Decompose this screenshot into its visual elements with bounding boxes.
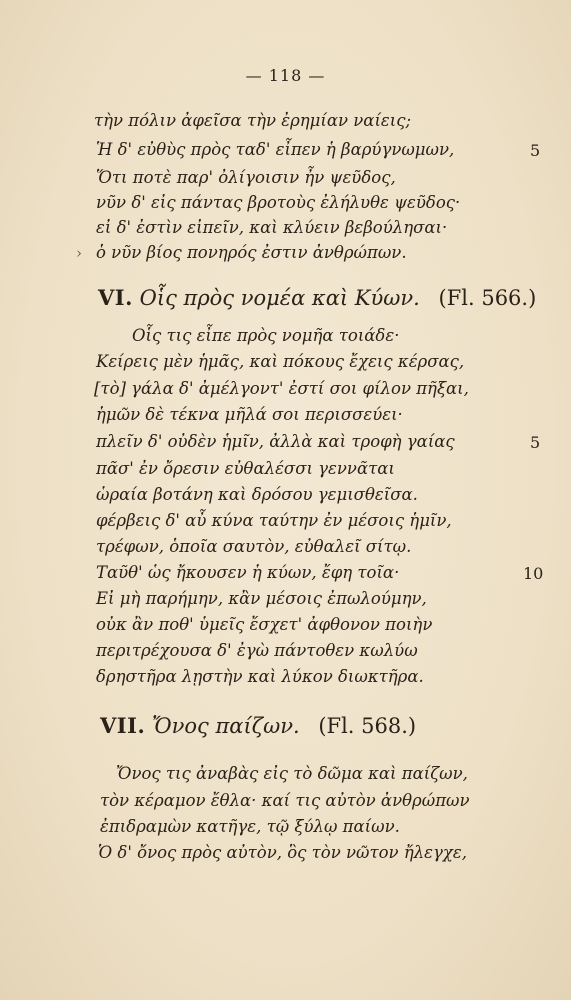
- poem-line: ἡμῶν δὲ τέκνα μῆλά σοι περισσεύει·: [96, 405, 403, 424]
- section-heading: [100, 713, 416, 738]
- poem-line: Ὅτι ποτὲ παρ' ὀλίγοισιν ἦν ψεῦδος,: [96, 168, 396, 187]
- poem-line: Ἡ δ' εὐθὺς πρὸς ταδ' εἶπεν ἡ βαρύγνωμων,: [96, 140, 455, 159]
- poem-line: πλεῖν δ' οὐδὲν ἡμῖν, ἀλλὰ καὶ τροφὴ γαίας: [96, 432, 455, 451]
- poem-line: νῦν δ' εἰς πάντας βροτοὺς ἐλήλυθε ψεῦδος·: [96, 193, 461, 212]
- poem-line: τρέφων, ὁποῖα σαυτὸν, εὐθαλεῖ σίτῳ.: [96, 537, 412, 556]
- poem-line: Κείρεις μὲν ἡμᾶς, καὶ πόκους ἔχεις κέρσας,: [96, 352, 465, 371]
- poem-line: [τὸ] γάλα δ' ἀμέλγοντ' ἐστί σοι φίλον πῆξαι,: [94, 379, 469, 398]
- line-number: 5: [530, 141, 541, 160]
- poem-line: Εἰ μὴ παρήμην, κἂν μέσοις ἐπωλούμην,: [96, 589, 427, 608]
- section-number: VI.: [98, 285, 133, 310]
- section-heading: [98, 285, 536, 310]
- poem-line: εἰ δ' ἐστὶν εἰπεῖν, καὶ κλύειν βεβούλησαι·: [96, 218, 448, 237]
- poem-line: φέρβεις δ' αὖ κύνα ταύτην ἐν μέσοις ἡμῖν,: [96, 511, 452, 530]
- poem-line: περιτρέχουσα δ' ἐγὼ πάντοθεν κωλύω: [96, 641, 418, 660]
- poem-line: τὴν πόλιν ἀφεῖσα τὴν ἐρημίαν ναίεις;: [94, 111, 412, 130]
- poem-line: ὁ νῦν βίος πονηρός ἐστιν ἀνθρώπων.: [96, 243, 407, 262]
- line-number: 5: [530, 433, 541, 452]
- poem-line: ἐπιδραμὼν κατῆγε, τῷ ξύλῳ παίων.: [100, 817, 400, 836]
- poem-line: ὡραία βοτάνη καὶ δρόσου γεμισθεῖσα.: [96, 485, 418, 504]
- section-title: Ὄνος παίζων.: [151, 714, 300, 738]
- poem-line: Ὁ δ' ὄνος πρὸς αὐτὸν, ὃς τὸν νῶτον ἤλεγχε,: [98, 843, 467, 862]
- poem-line: Ὄνος τις ἀναβὰς εἰς τὸ δῶμα καὶ παίζων,: [116, 764, 468, 783]
- poem-line: τὸν κέραμον ἔθλα· καί τις αὐτὸν ἀνθρώπων: [100, 791, 470, 810]
- margin-mark-icon: ›: [76, 244, 82, 262]
- section-reference: (Fl. 566.): [438, 286, 537, 310]
- section-title: Οἷς πρὸς νομέα καὶ Κύων.: [139, 286, 420, 310]
- poem-line: πᾶσ' ἐν ὄρεσιν εὐθαλέσσι γεννᾶται: [96, 459, 395, 478]
- page-number: — 118 —: [245, 66, 326, 85]
- poem-line: Ταῦθ' ὡς ἤκουσεν ἡ κύων, ἔφη τοῖα·: [96, 563, 400, 582]
- poem-line: οὐκ ἂν ποθ' ὑμεῖς ἔσχετ' ἀφθονον ποιὴν: [96, 615, 433, 634]
- section-number: VII.: [100, 713, 146, 738]
- poem-line: Οἷς τις εἶπε πρὸς νομῆα τοιάδε·: [132, 326, 400, 345]
- poem-line: δρηστῆρα λῃστὴν καὶ λύκον διωκτῆρα.: [96, 667, 424, 686]
- section-reference: (Fl. 568.): [318, 714, 417, 738]
- line-number: 10: [523, 564, 544, 583]
